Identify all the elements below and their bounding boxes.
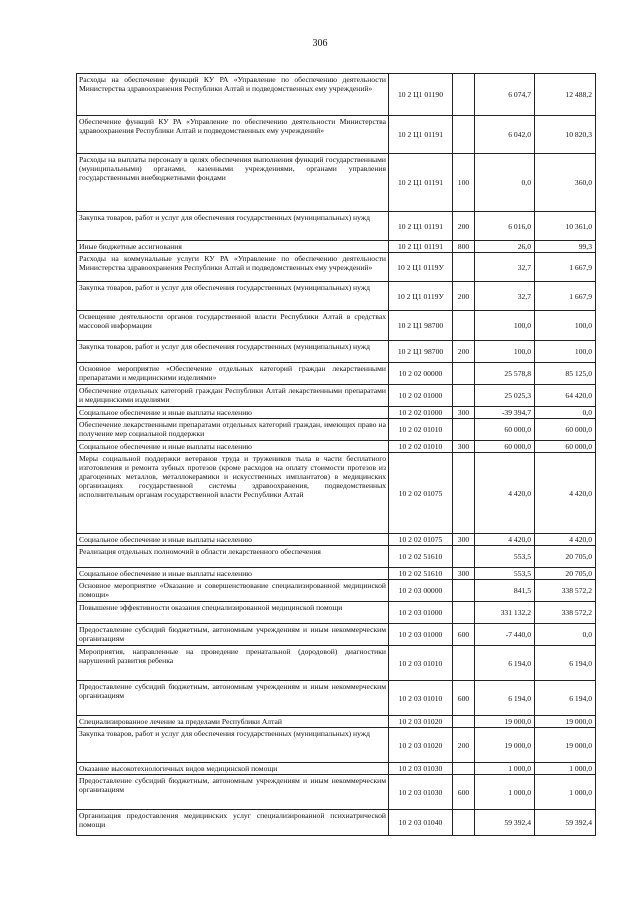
table-row [77,646,596,681]
row-name: Расходы на обеспечение функций КУ РА «Управление по обеспечению деятельности Министерства здравоохранения Республики Алтай и подведомственных ему учреждений» [77,74,389,116]
table-row [77,716,596,728]
row-value-2: 338 572,2 [535,602,596,624]
row-name: Предоставление субсидий бюджетным, автономным учреждениям и иным некоммерческим организациям [77,624,389,646]
row-value-2: 100,0 [535,341,596,363]
row-expense-type: 800 [453,241,475,253]
row-value-2: 20 705,0 [535,568,596,580]
row-value-1: 6 194,0 [475,681,535,716]
row-code: 10 2 03 01040 [389,810,453,836]
row-name: Закупка товаров, работ и услуг для обеспечения государственных (муниципальных) нужд [77,341,389,363]
row-value-2: 20 705,0 [535,546,596,568]
row-name: Оказание высокотехнологичных видов медицинской помощи [77,763,389,775]
row-code: 10 2 03 00000 [389,580,453,602]
row-expense-type: 600 [453,681,475,716]
table-row [77,534,596,546]
table-row [77,602,596,624]
table-row [77,253,596,282]
row-expense-type [453,363,475,385]
row-expense-type: 300 [453,441,475,453]
table-row [77,241,596,253]
row-value-2: 19 000,0 [535,728,596,763]
row-code: 10 2 03 01000 [389,602,453,624]
row-code: 10 2 Ц1 01191 [389,212,453,241]
row-name: Основное мероприятие «Обеспечение отдельных категорий граждан лекарственными препаратами и медицинскими изделиями» [77,363,389,385]
row-value-2: 0,0 [535,624,596,646]
row-code: 10 2 03 01010 [389,646,453,681]
row-expense-type [453,453,475,534]
row-code: 10 2 02 51610 [389,568,453,580]
row-name: Обеспечение функций КУ РА «Управление по обеспечению деятельности Министерства здравоохранения Республики Алтай и подведомственных ему учреждений» [77,116,389,154]
row-value-2: 59 392,4 [535,810,596,836]
row-value-1: 100,0 [475,341,535,363]
table-row [77,154,596,212]
row-value-1: 19 000,0 [475,728,535,763]
row-name: Специализированное лечение за пределами Республики Алтай [77,716,389,728]
row-value-2: 0,0 [535,407,596,419]
row-expense-type [453,116,475,154]
table-row [77,282,596,311]
row-code: 10 2 03 01030 [389,763,453,775]
row-name: Предоставление субсидий бюджетным, автономным учреждениям и иным некоммерческим организациям [77,681,389,716]
row-name: Реализация отдельных полномочий в области лекарственного обеспечения [77,546,389,568]
row-value-1: -7 440,0 [475,624,535,646]
row-code: 10 2 03 01010 [389,681,453,716]
table-row [77,212,596,241]
row-code: 10 2 02 01075 [389,534,453,546]
row-value-1: 60 000,0 [475,441,535,453]
row-expense-type [453,763,475,775]
row-expense-type [453,716,475,728]
row-value-1: 331 132,2 [475,602,535,624]
row-code: 10 2 Ц1 0119У [389,253,453,282]
table-row [77,407,596,419]
row-code: 10 2 02 01000 [389,385,453,407]
row-name: Расходы на коммунальные услуги КУ РА «Управление по обеспечению деятельности Министерства здравоохранения Республики Алтай и подведомственных ему учреждений» [77,253,389,282]
row-name: Мероприятия, направленные на проведение пренатальной (дородовой) диагностики нарушений развития ребенка [77,646,389,681]
table-row [77,363,596,385]
row-code: 10 2 02 01000 [389,407,453,419]
row-expense-type: 300 [453,407,475,419]
row-code: 10 2 03 01020 [389,716,453,728]
row-name: Основное мероприятие «Оказание и совершенствование специализированной медицинской помощи» [77,580,389,602]
row-value-1: 553,5 [475,568,535,580]
row-name: Иные бюджетные ассигнования [77,241,389,253]
row-code: 10 2 Ц1 01191 [389,116,453,154]
row-name: Меры социальной поддержки ветеранов труда и тружеников тыла в части бесплатного изготовления и ремонта зубных протезов (кроме расходов на оплату стоимости протезов из драгоценных металлов, металлокерамики и искусственных имплантатов) в медицинских организациях государственной системы здравоохранения, подведомственных исполнительным органам государственной власти Республики Алтай [77,453,389,534]
table-row [77,624,596,646]
row-name: Повышение эффективности оказания специализированной медицинской помощи [77,602,389,624]
row-name: Предоставление субсидий бюджетным, автономным учреждениям и иным некоммерческим организациям [77,775,389,810]
row-value-1: 59 392,4 [475,810,535,836]
row-value-1: 19 000,0 [475,716,535,728]
table-row [77,74,596,116]
table-row [77,385,596,407]
table-row [77,681,596,716]
table-row [77,116,596,154]
row-value-2: 1 000,0 [535,763,596,775]
row-value-1: 1 000,0 [475,763,535,775]
row-value-1: 6 194,0 [475,646,535,681]
row-name: Социальное обеспечение и иные выплаты населению [77,568,389,580]
row-code: 10 2 02 51610 [389,546,453,568]
row-code: 10 2 03 01020 [389,728,453,763]
row-value-1: 6 074,7 [475,74,535,116]
row-value-2: 99,3 [535,241,596,253]
row-name: Расходы на выплаты персоналу в целях обеспечения выполнения функций государственными (муниципальными) органами, казенными учреждениями, органами управления государственными внебюджетными фондами [77,154,389,212]
row-expense-type: 200 [453,341,475,363]
table-row [77,763,596,775]
table-row [77,441,596,453]
row-expense-type: 200 [453,212,475,241]
row-value-2: 85 125,0 [535,363,596,385]
row-value-2: 6 194,0 [535,646,596,681]
row-code: 10 2 Ц1 01190 [389,74,453,116]
row-value-1: 6 042,0 [475,116,535,154]
row-name: Социальное обеспечение и иные выплаты населению [77,407,389,419]
row-name: Закупка товаров, работ и услуг для обеспечения государственных (муниципальных) нужд [77,282,389,311]
row-name: Социальное обеспечение и иные выплаты населению [77,441,389,453]
row-value-1: 4 420,0 [475,534,535,546]
table-row [77,580,596,602]
row-value-1: 553,5 [475,546,535,568]
row-value-2: 60 000,0 [535,441,596,453]
row-value-2: 10 361,0 [535,212,596,241]
table-row [77,419,596,441]
row-value-2: 1 667,9 [535,282,596,311]
row-value-2: 338 572,2 [535,580,596,602]
row-code: 10 2 Ц1 01191 [389,154,453,212]
row-expense-type [453,74,475,116]
row-expense-type: 300 [453,568,475,580]
table-row [77,568,596,580]
row-code: 10 2 Ц1 98700 [389,341,453,363]
row-code: 10 2 Ц1 98700 [389,311,453,341]
row-name: Социальное обеспечение и иные выплаты населению [77,534,389,546]
row-expense-type [453,419,475,441]
row-expense-type: 600 [453,775,475,810]
row-name: Закупка товаров, работ и услуг для обеспечения государственных (муниципальных) нужд [77,212,389,241]
row-value-1: 0,0 [475,154,535,212]
table-row [77,546,596,568]
row-code: 10 2 03 01030 [389,775,453,810]
row-expense-type [453,580,475,602]
row-expense-type: 200 [453,282,475,311]
row-value-2: 4 420,0 [535,453,596,534]
row-value-1: 25 578,8 [475,363,535,385]
page-number: 306 [312,38,328,49]
row-code: 10 2 02 00000 [389,363,453,385]
row-value-1: 26,0 [475,241,535,253]
row-expense-type [453,311,475,341]
row-expense-type [453,602,475,624]
row-value-2: 100,0 [535,311,596,341]
row-value-2: 360,0 [535,154,596,212]
row-value-1: 841,5 [475,580,535,602]
table-row [77,728,596,763]
row-name: Обеспечение лекарственными препаратами отдельных категорий граждан, имеющих право на получение мер социальной поддержки [77,419,389,441]
row-name: Организация предоставления медицинских услуг специализированной психиатрической помощи [77,810,389,836]
row-code: 10 2 03 01000 [389,624,453,646]
row-value-1: 6 016,0 [475,212,535,241]
row-code: 10 2 Ц1 0119У [389,282,453,311]
table-row [77,775,596,810]
row-value-2: 10 820,3 [535,116,596,154]
table-row [77,810,596,836]
row-code: 10 2 02 01010 [389,419,453,441]
row-expense-type: 200 [453,728,475,763]
row-expense-type [453,385,475,407]
row-value-2: 60 000,0 [535,419,596,441]
row-expense-type [453,253,475,282]
row-value-1: 4 420,0 [475,453,535,534]
row-value-1: 32,7 [475,282,535,311]
row-expense-type: 100 [453,154,475,212]
row-expense-type: 300 [453,534,475,546]
row-value-2: 64 420,0 [535,385,596,407]
row-value-2: 4 420,0 [535,534,596,546]
row-name: Обеспечение отдельных категорий граждан Республики Алтай лекарственными препаратами и медицинскими изделиями [77,385,389,407]
row-code: 10 2 02 01010 [389,441,453,453]
row-name: Закупка товаров, работ и услуг для обеспечения государственных (муниципальных) нужд [77,728,389,763]
row-value-1: 25 025,3 [475,385,535,407]
row-expense-type [453,546,475,568]
row-name: Освещение деятельности органов государственной власти Республики Алтай в средствах массовой информации [77,311,389,341]
table-row [77,311,596,341]
row-value-2: 6 194,0 [535,681,596,716]
row-code: 10 2 Ц1 01191 [389,241,453,253]
table-row [77,453,596,534]
row-expense-type [453,646,475,681]
budget-table-body [77,74,596,836]
row-expense-type [453,810,475,836]
row-value-1: 60 000,0 [475,419,535,441]
row-value-2: 12 488,2 [535,74,596,116]
budget-table [76,73,596,836]
row-value-2: 1 000,0 [535,775,596,810]
row-code: 10 2 02 01075 [389,453,453,534]
row-value-1: 1 000,0 [475,775,535,810]
row-value-2: 1 667,9 [535,253,596,282]
row-value-2: 19 000,0 [535,716,596,728]
row-value-1: 100,0 [475,311,535,341]
table-row [77,341,596,363]
row-value-1: -39 394,7 [475,407,535,419]
row-expense-type: 600 [453,624,475,646]
row-value-1: 32,7 [475,253,535,282]
